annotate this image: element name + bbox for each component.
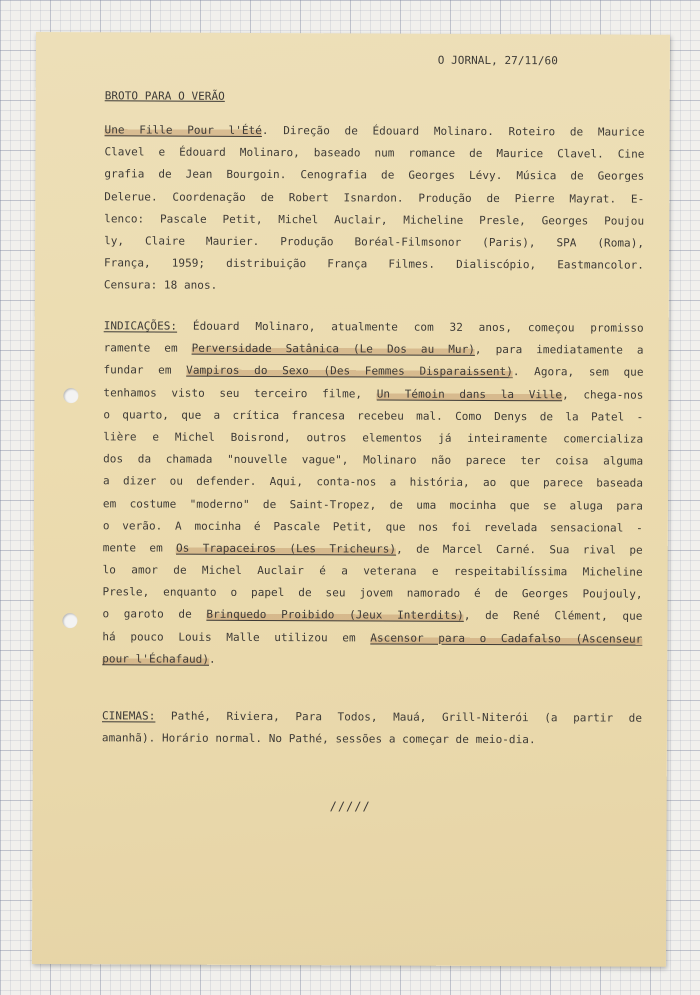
film-title: pour l'Échafaud) <box>102 652 210 666</box>
film-title: Un Témoin dans la Ville <box>376 387 563 401</box>
indications-line <box>104 315 644 340</box>
source-date: O JORNAL, 27/11/60 <box>437 53 558 68</box>
credits-line: Clavel e Édouard Molinaro, baseado num romance de Maurice Clavel. Cine <box>104 145 645 161</box>
indications-text: tenhamos visto seu terceiro filme, <box>103 385 377 401</box>
credits-line: Delerue. Coordenação de Robert Isnardon. Produção de Pierre Mayrat. E- <box>104 189 645 206</box>
closing-mark: ///// <box>329 799 371 814</box>
credits-line: ly, Claire Maurier. Produção Boréal-Filmsonor (Paris), SPA (Roma), <box>104 234 645 250</box>
indications-text: ramente em <box>103 341 192 355</box>
credits-text: . Direção de Édouard Molinaro. Roteiro de Maurice <box>261 123 645 139</box>
indications-text: há pouco Louis Malle utilizou em <box>102 629 371 645</box>
indications-line <box>103 382 643 407</box>
film-title: Une Fille Pour l'Été <box>104 123 262 137</box>
indications-line <box>102 648 642 673</box>
indications-text: mente em <box>102 541 177 555</box>
section-label: INDICAÇÕES: <box>103 319 178 333</box>
indications-text: Édouard Molinaro, atualmente com 32 anos, começou promisso <box>177 319 644 335</box>
typewritten-page <box>32 32 670 967</box>
cinemas-text: Pathé, Riviera, Para Todos, Mauá, Grill-Niterói (a partir de <box>155 709 643 725</box>
indications-line <box>102 604 642 629</box>
section-label: CINEMAS: <box>101 709 156 723</box>
article-title: BROTO PARA O VERÃO <box>104 89 225 103</box>
indications-text: fundar em <box>103 363 187 378</box>
indications-line: o quarto, que a crítica francesa recebeu mal. Como Denys de la Patel - <box>103 408 644 424</box>
indications-text: , de Marcel Carné. Sua rival pe <box>396 542 643 557</box>
indications-text: . <box>209 652 216 666</box>
credits-line: grafia de Jean Bourgoin. Cenografia de Georges Lévy. Música de Georges <box>104 167 645 184</box>
film-title: Vampiros do Sexo (Des Femmes Disparaissent) <box>186 364 513 379</box>
credits-line: França, 1959; distribuição França Filmes. Dialiscópio, Eastmancolor. <box>103 256 645 272</box>
indications-text: o garoto de <box>102 607 207 622</box>
credits-line: Censura: 18 anos. <box>103 278 218 293</box>
indications-text: , chega-nos <box>562 387 644 402</box>
indications-line <box>104 337 644 362</box>
film-title: Perversidade Satânica (Le Dos au Mur) <box>191 341 475 357</box>
cinemas-paragraph <box>102 705 642 752</box>
indications-line <box>103 360 643 385</box>
film-title: Ascensor para o Cadafalso (Ascenseur <box>370 631 643 646</box>
indications-line: em costume "moderno" de Saint-Tropez, de uma mocinha que se aluga para <box>102 496 643 513</box>
indications-line <box>102 626 642 651</box>
credits-line <box>105 119 645 144</box>
film-title: Os Trapaceiros (Les Tricheurs) <box>176 541 397 556</box>
indications-line: o verão. A mocinha é Pascale Petit, que nos foi revelada sensacional - <box>102 518 643 535</box>
indications-line <box>103 537 643 562</box>
indications-line: Presle, enquanto o papel de seu jovem namorado é de Georges Poujouly, <box>102 585 643 601</box>
film-title: Brinquedo Proibido (Jeux Interdits) <box>206 608 464 623</box>
indications-text: . Agora, sem que <box>512 365 644 380</box>
cinemas-line: amanhã). Horário normal. No Pathé, sessões a começar de meio-dia. <box>101 731 536 747</box>
credits-line: lenco: Pascale Petit, Michel Auclair, Micheline Presle, Georges Poujou <box>104 212 645 228</box>
indications-paragraph <box>102 315 644 672</box>
indications-text: , de René Clément, que <box>463 609 643 624</box>
indications-line: lière e Michel Boisrond, outros elementos já inteiramente comercializa <box>103 430 644 446</box>
punch-hole-upper <box>63 388 78 403</box>
indications-line: a dizer ou defender. Aqui, conta-nos a história, ao que parece baseada <box>103 474 644 490</box>
cinemas-line <box>102 705 642 730</box>
credits-paragraph <box>104 119 645 299</box>
punch-hole-lower <box>62 613 77 628</box>
indications-line: lo amor de Michel Auclair é a veterana e respeitabilíssima Micheline <box>102 563 643 579</box>
indications-line: dos da chamada "nouvelle vague", Molinaro não parece ter coisa alguma <box>103 452 644 468</box>
indications-text: , para imediatamente a <box>474 343 644 357</box>
